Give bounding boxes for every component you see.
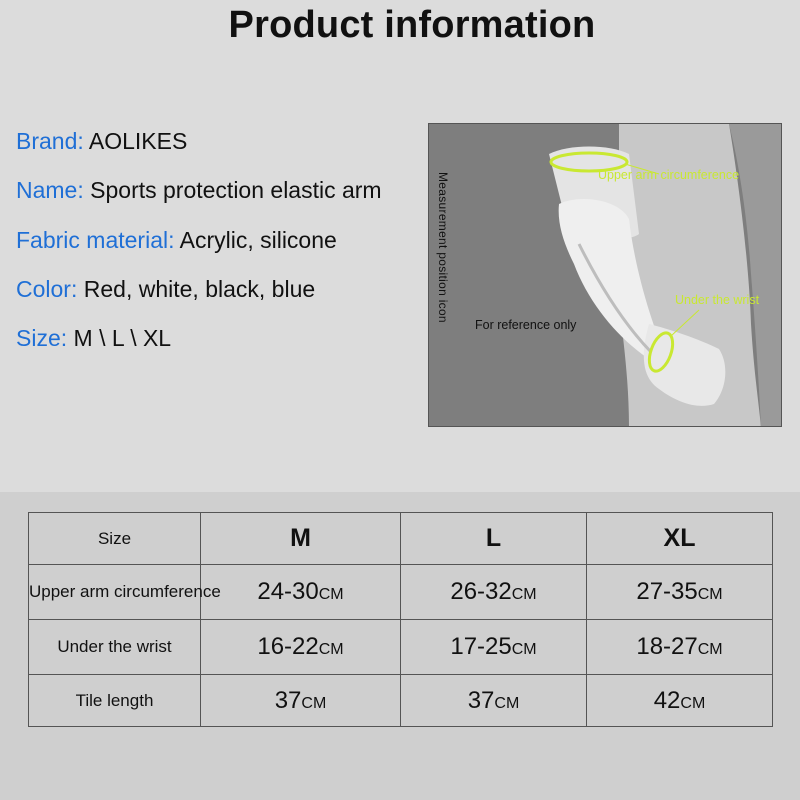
table-cell: 16-22CM (201, 620, 401, 675)
row-label: Under the wrist (29, 620, 201, 675)
info-value: Acrylic, silicone (174, 227, 337, 253)
size-table (28, 512, 773, 727)
info-key: Color: (16, 276, 78, 302)
table-cell: 26-32CM (401, 565, 587, 620)
info-fabric (16, 227, 337, 254)
reference-label: For reference only (475, 318, 577, 332)
table-cell: 37CM (401, 675, 587, 727)
header-xl: XL (587, 513, 773, 565)
info-value: AOLIKES (83, 128, 188, 154)
table-row (29, 620, 773, 675)
table-cell: 17-25CM (401, 620, 587, 675)
info-key: Size: (16, 325, 68, 351)
info-name (16, 177, 382, 204)
info-size (16, 325, 171, 352)
table-cell: 37CM (201, 675, 401, 727)
measurement-position-label: Measurement position icon (436, 172, 450, 323)
wrist-label: Under the wrist (675, 293, 760, 307)
table-header-row (29, 513, 773, 565)
header-m: M (201, 513, 401, 565)
info-key: Name: (16, 177, 84, 203)
upper-arm-label: Upper arm circumference (598, 168, 740, 182)
info-value: Sports protection elastic arm (83, 177, 382, 203)
table-row (29, 565, 773, 620)
info-key: Fabric material: (16, 227, 175, 253)
info-key: Brand: (16, 128, 84, 154)
page-title: Product information (228, 4, 596, 46)
table-cell: 24-30CM (201, 565, 401, 620)
info-value: Red, white, black, blue (77, 276, 316, 302)
table-cell: 27-35CM (587, 565, 773, 620)
row-label: Upper arm circumference (29, 565, 201, 620)
table-cell: 42CM (587, 675, 773, 727)
header-l: L (401, 513, 587, 565)
info-color (16, 276, 315, 303)
row-label: Tile length (29, 675, 201, 727)
header-size: Size (29, 513, 201, 565)
table-cell: 18-27CM (587, 620, 773, 675)
info-brand (16, 128, 187, 155)
info-value: M \ L \ XL (67, 325, 172, 351)
table-row (29, 675, 773, 727)
